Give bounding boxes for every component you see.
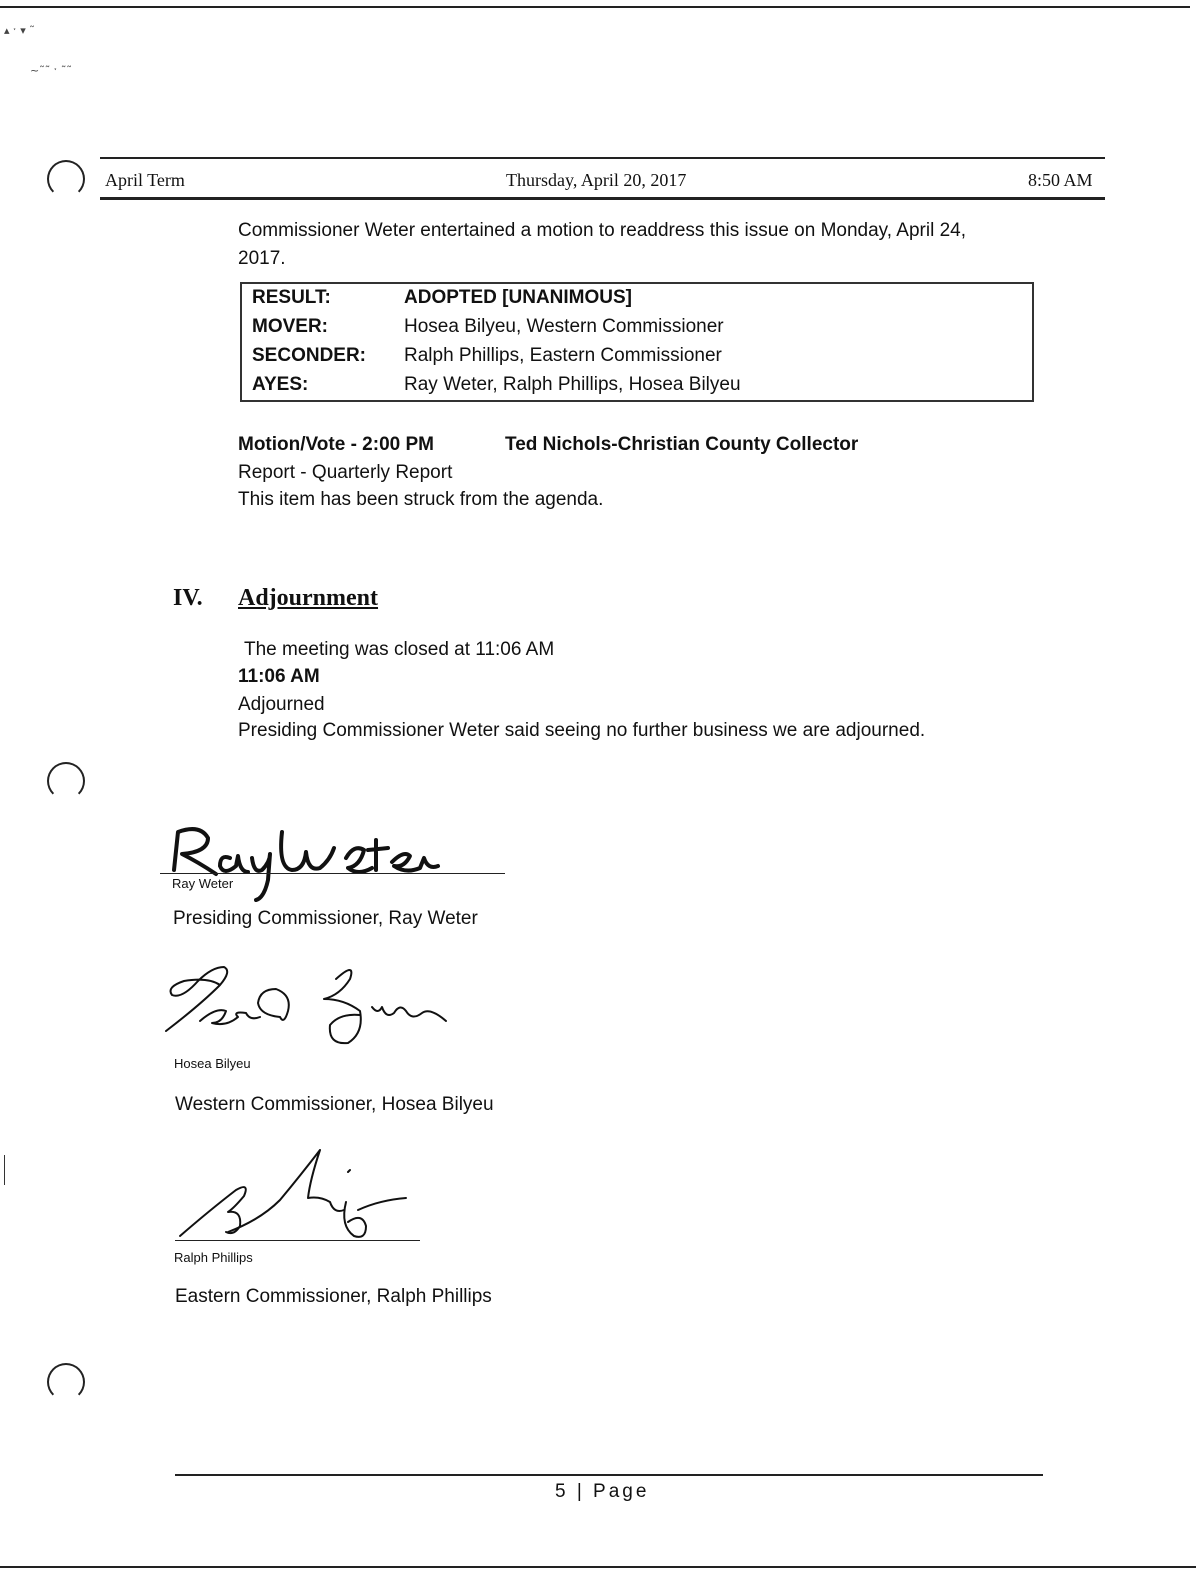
adjourn-status: Adjourned: [238, 694, 325, 715]
meeting-closed-text: The meeting was closed at 11:06 AM: [244, 639, 555, 660]
signature-hosea-bilyeu: [160, 955, 460, 1055]
page-bottom-edge: [0, 1566, 1196, 1568]
signer-name: Hosea Bilyeu: [174, 1056, 251, 1071]
vote-label: AYES:: [252, 374, 309, 395]
signer-name: Ralph Phillips: [174, 1250, 253, 1265]
motion-subject: Ted Nichols-Christian County Collector: [505, 434, 859, 455]
signer-title: Western Commissioner, Hosea Bilyeu: [175, 1094, 494, 1115]
section-number: IV.: [173, 585, 203, 611]
signer-title: Presiding Commissioner, Ray Weter: [173, 908, 478, 929]
motion-note: This item has been struck from the agenda.: [238, 489, 604, 510]
intro-line-2: 2017.: [238, 248, 286, 269]
scan-speck: ▴ ˑ ▾ ˜: [4, 24, 35, 37]
signature-ralph-phillips: [170, 1140, 430, 1250]
punch-hole-icon: [47, 1363, 85, 1401]
page-top-edge: [0, 6, 1190, 8]
vote-value: Ralph Phillips, Eastern Commissioner: [404, 345, 722, 366]
vote-value: ADOPTED [UNANIMOUS]: [404, 287, 632, 308]
signature-line: [175, 1240, 420, 1241]
punch-hole-icon: [47, 160, 85, 198]
header-bottom-rule: [100, 197, 1105, 200]
page-left-mark: [4, 1155, 5, 1185]
vote-value: Ray Weter, Ralph Phillips, Hosea Bilyeu: [404, 374, 741, 395]
header-date: Thursday, April 20, 2017: [506, 170, 687, 190]
adjourn-statement: Presiding Commissioner Weter said seeing no further business we are adjourned.: [238, 720, 926, 741]
motion-label: Motion/Vote - 2:00 PM: [238, 434, 434, 455]
page-number: 5 | Page: [555, 1481, 650, 1502]
footer-rule: [175, 1474, 1043, 1476]
header-top-rule: [100, 157, 1105, 159]
adjourn-time: 11:06 AM: [238, 666, 320, 687]
signer-name: Ray Weter: [172, 876, 234, 891]
signature-line: [160, 873, 505, 874]
vote-label: MOVER:: [252, 316, 328, 337]
section-title: Adjournment: [238, 585, 379, 611]
punch-hole-icon: [47, 762, 85, 800]
signer-title: Eastern Commissioner, Ralph Phillips: [175, 1286, 492, 1307]
vote-label: RESULT:: [252, 287, 331, 308]
vote-label: SECONDER:: [252, 345, 367, 366]
header-term: April Term: [105, 170, 185, 190]
intro-line-1: Commissioner Weter entertained a motion to readdress this issue on Monday, April 24,: [238, 220, 966, 241]
scan-speck: ~˜˜ ˑ ˜˜: [30, 64, 72, 77]
header-time: 8:50 AM: [1028, 170, 1093, 190]
vote-value: Hosea Bilyeu, Western Commissioner: [404, 316, 724, 337]
signature-ray-weter: [160, 810, 460, 910]
vote-result-box: [240, 282, 1034, 402]
motion-report: Report - Quarterly Report: [238, 462, 453, 483]
